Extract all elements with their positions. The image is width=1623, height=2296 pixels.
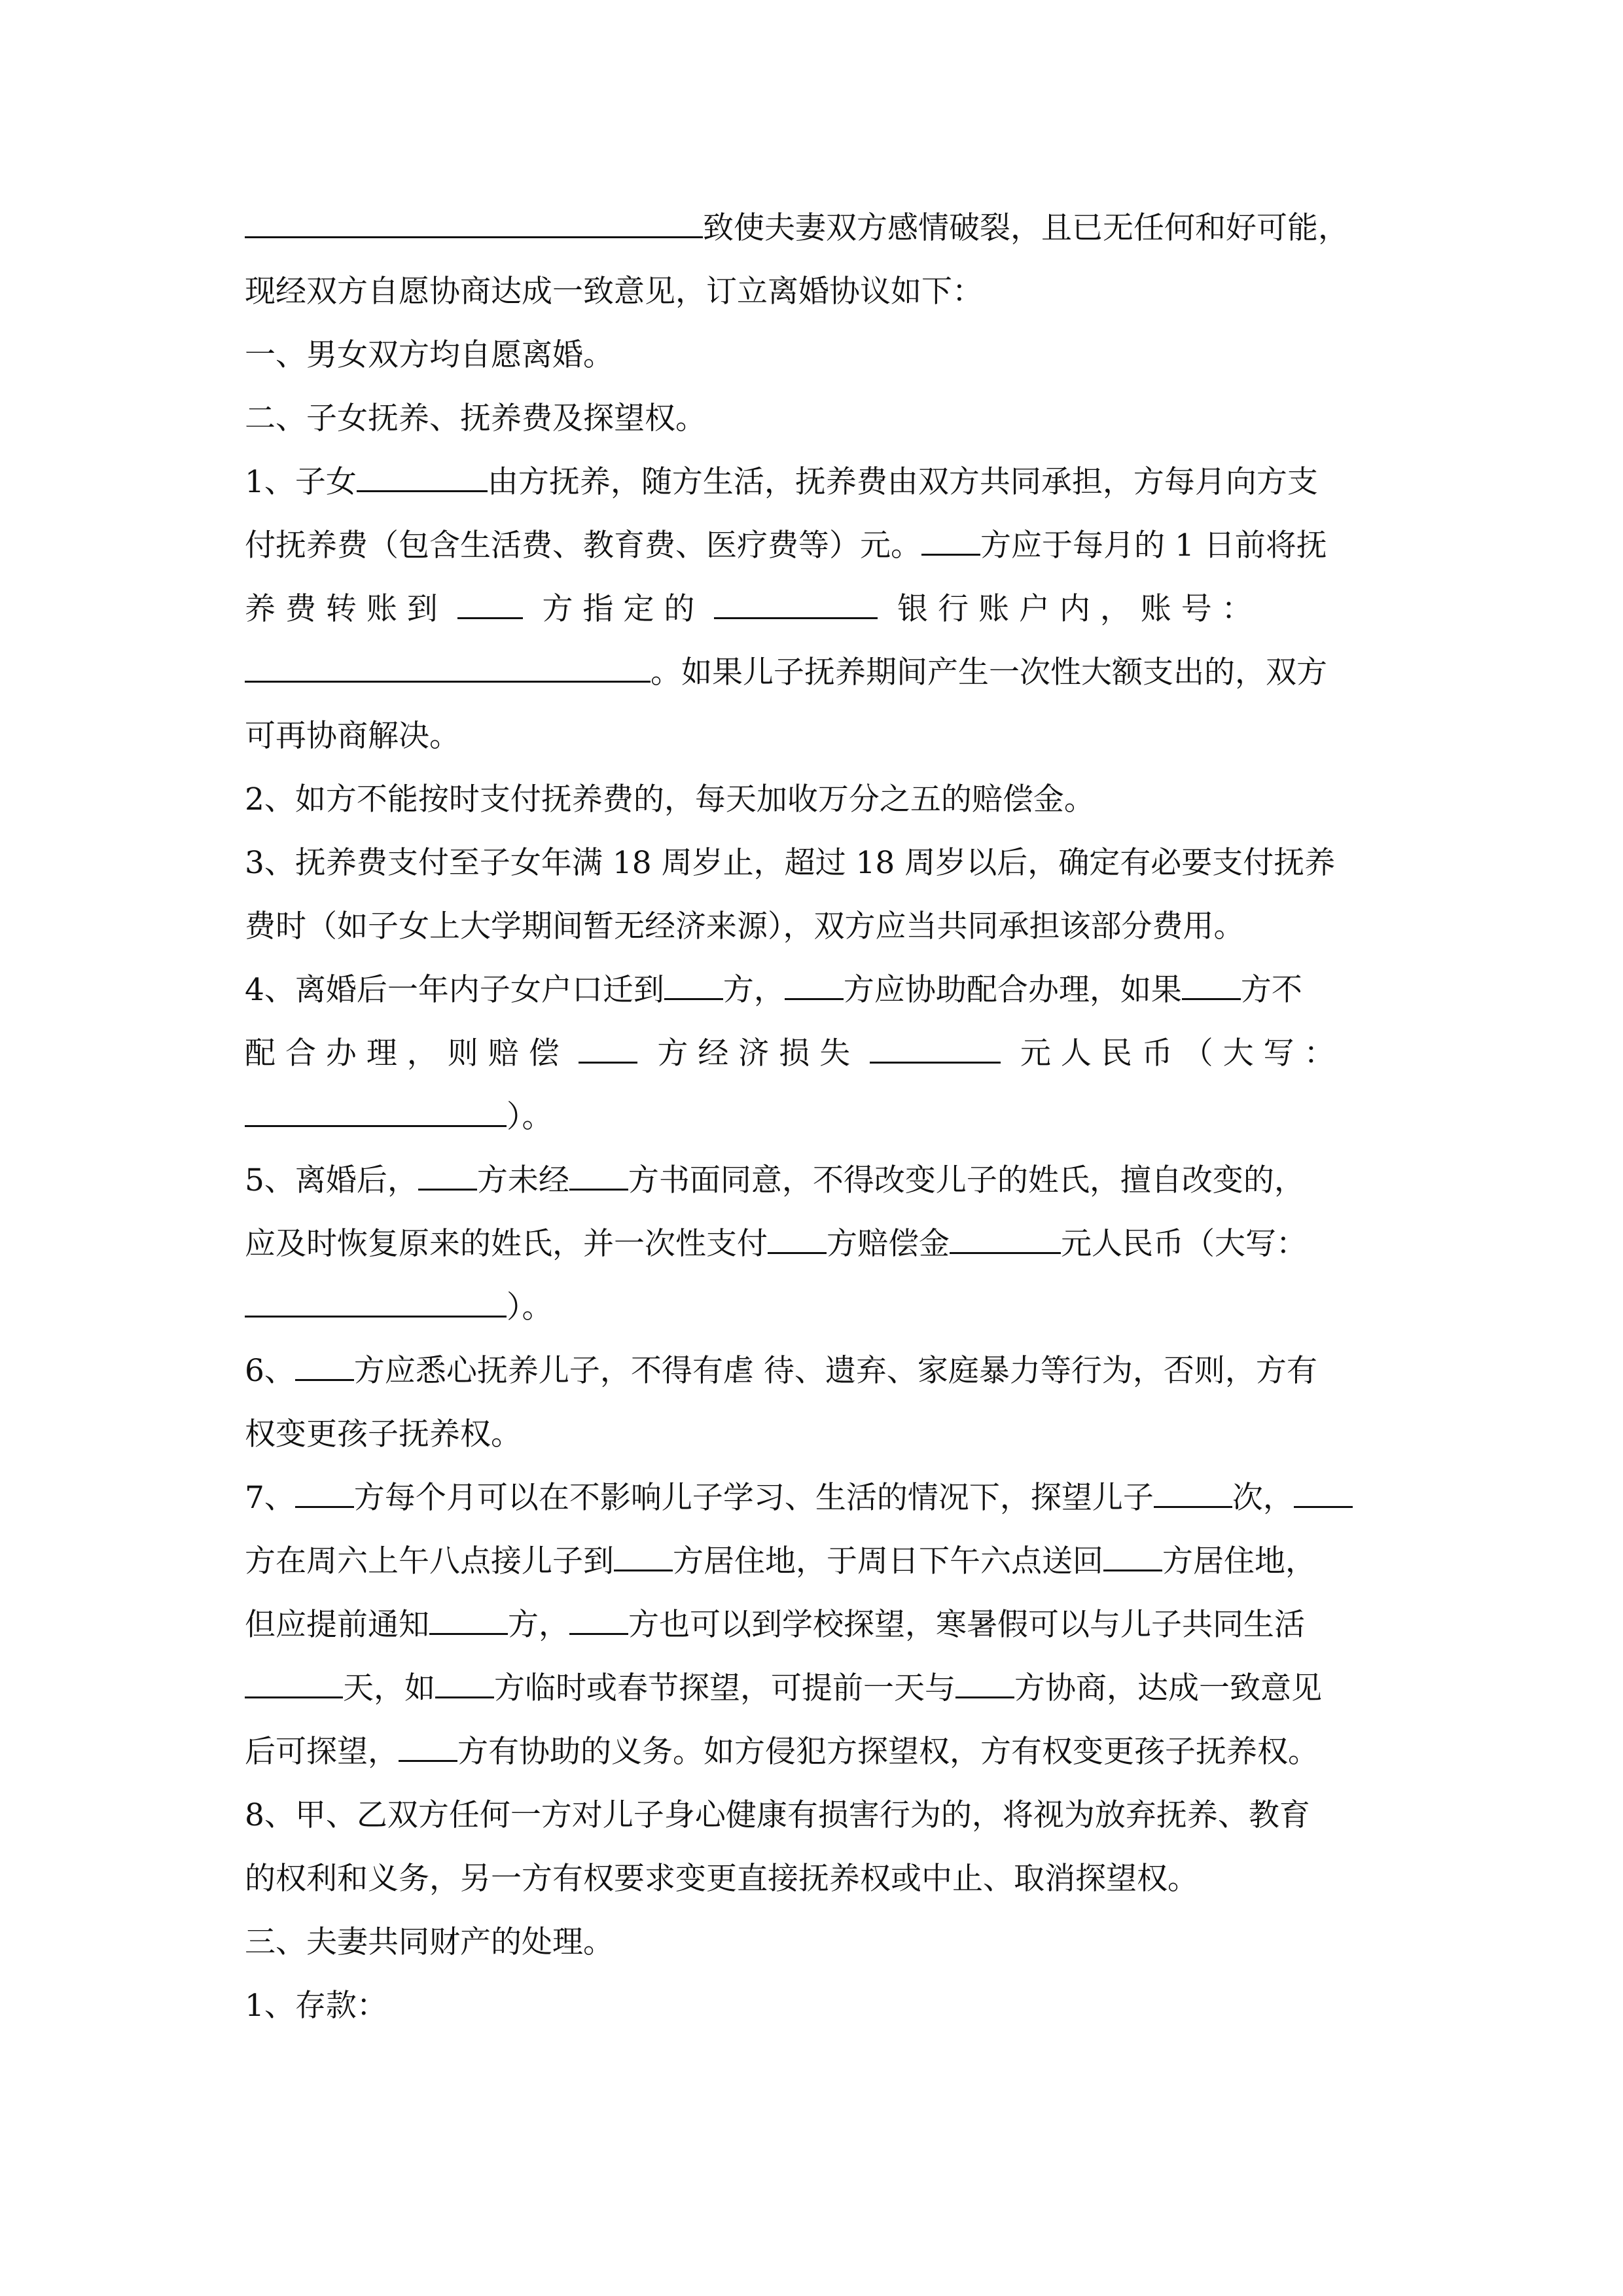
clause-3: 3、抚养费支付至子女年满 18 周岁止，超过 18 周岁以后，确定有必要支付抚养 费时（如子女上大学期间暂无经济来源），双方应当共同承担该部分费用。 (245, 845, 1336, 944)
blank-line (614, 1545, 673, 1571)
blank-line (245, 656, 651, 683)
blank-line (579, 1037, 637, 1064)
clause-4: 4、离婚后一年内子女户口迁到 方， 方应协助配合办理，如果 方不 配 合 办 理 ， 则 赔 偿 方 经 济 损 失 元 人 民 币 （ 大 写 ： ）。 (245, 972, 1335, 1135)
blank-line (664, 973, 723, 1000)
blank-line (950, 1227, 1061, 1254)
blank-line (457, 592, 523, 619)
blank-line (245, 1672, 343, 1698)
section-1-heading: 一、男女双方均自愿离婚。 (245, 337, 614, 373)
blank-line (399, 1735, 457, 1762)
clause-6: 6、 方应悉心抚养儿子，不得有虐 待、遗弃、家庭暴力等行为，否则，方有 权变更孩子抚养权。 (245, 1353, 1317, 1452)
blank-line (870, 1037, 1001, 1064)
clause-2: 2、如方不能按时支付抚养费的，每天加收万分之五的赔偿金。 (245, 781, 1095, 817)
section-2-heading: 二、子女抚养、抚养费及探望权。 (245, 401, 706, 437)
clause-5: 5、离婚后， 方未经 方书面同意，不得改变儿子的姓氏，擅自改变的， 应及时恢复原来的姓氏，并一次性支付 方赔偿金 元人民币（大写： ）。 (245, 1162, 1307, 1325)
blank-line (768, 1227, 827, 1254)
blank-line (714, 592, 878, 619)
blank-line (357, 465, 488, 492)
blank-line (295, 1481, 354, 1508)
section-3-heading: 三、夫妻共同财产的处理。 (245, 1924, 614, 1960)
clause-1: 1、子女 由方抚养，随方生活，抚养费由双方共同承担，方每月向方支 付抚养费（包含生活费、教育费、医疗费等）元。 方应于每月的 1 日前将抚 养 费 转 账 到 方 指 定 的 银 行 账 户 内 ， 账 号 ： 。如果儿子抚养期间产生一次性大额支出的，双方 可再协商解决。 (245, 464, 1327, 754)
blank-line (245, 1291, 507, 1318)
blank-line (245, 211, 703, 238)
blank-line (1182, 973, 1241, 1000)
blank-line (245, 1100, 507, 1127)
clause-7: 7、 方每个月可以在不影响儿子学习、生活的情况下，探望儿子 次， 方在周六上午八点接儿子到 方居住地，于周日下午六点送回 方居住地， 但应提前通知 方， 方也可以到学校探望，寒暑假可以与儿子共同生活 天，如 方临时或春节探望，可提前一天与 方协商，达成一致意见 后可探望， 方有协助的义务。如方侵犯方探望权，方有权变更孩子抚养权。 (245, 1466, 1382, 1784)
blank-line (418, 1164, 477, 1191)
clause-8: 8、甲、乙双方任何一方对儿子身心健康有损害行为的，将视为放弃抚养、教育 的权利和义务，另一方有权要求变更直接抚养权或中止、取消探望权。 (245, 1797, 1310, 1897)
blank-line (1294, 1481, 1353, 1508)
intro-line-1: 致使夫妻双方感情破裂，且已无任何和好可能， (245, 196, 1382, 260)
blank-line (295, 1354, 354, 1381)
blank-line (955, 1672, 1014, 1698)
blank-line (785, 973, 844, 1000)
blank-line (1103, 1545, 1162, 1571)
section-3-item-1: 1、存款： (245, 1988, 387, 2024)
intro-paragraph (245, 196, 1382, 323)
blank-line (569, 1608, 628, 1635)
blank-line (435, 1672, 494, 1698)
blank-line (921, 529, 980, 556)
blank-line (429, 1608, 508, 1635)
blank-line (569, 1164, 628, 1191)
intro-line-2: 现经双方自愿协商达成一致意见，订立离婚协议如下： (245, 274, 983, 310)
blank-line (1154, 1481, 1232, 1508)
